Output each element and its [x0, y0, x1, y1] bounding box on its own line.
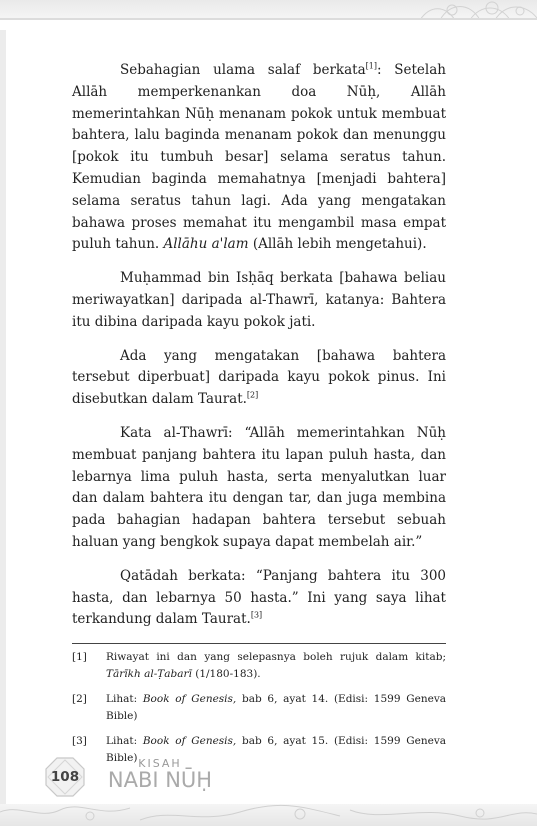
- paragraph-2-text: Muḥammad bin Isḥāq berkata [bahawa beliau meriwayatkan] daripada al-Thawrī, katanya: Bahtera itu dibina daripada kayu pokok jati.: [72, 270, 446, 330]
- body-text: [72, 60, 446, 643]
- book-title: NABI NŪḤ: [107, 768, 213, 792]
- footnote-3-number: [3]: [72, 735, 87, 747]
- footnote-3-tail: bab 6, ayat 15. (Edisi: 1599 Geneva Bible): [106, 735, 447, 764]
- footnote-divider: [72, 643, 446, 644]
- footnote-ref-3[interactable]: [3]: [250, 610, 263, 620]
- footnote-2-text: [106, 691, 446, 725]
- paragraph-1-text: : Setelah Allāh memperkenankan doa Nūḥ, Allāh memerintahkan Nūḥ menanam pokok untuk membuat bahtera, lalu baginda menanam pokok dan menunggu [pokok itu tumbuh besar] selama seratus tahun. Kemudian baginda memahatnya [menjadi bahtera] selama seratus tahun lagi. Ada yang mengatakan bahawa proses memahat itu mengambil masa empat puluh tahun.: [72, 62, 446, 253]
- paragraph-5-text: Qatādah berkata: “Panjang bahtera itu 300 hasta, dan lebarnya 50 hasta.” Ini yang saya lihat terkandung dalam Taurat.: [72, 567, 446, 628]
- paragraph-3-text: Ada yang mengatakan [bahawa bahtera tersebut diperbuat] daripada kayu pokok pinus. Ini disebutkan dalam Taurat.: [72, 347, 446, 408]
- page-number-badge: [44, 756, 86, 798]
- paragraph-1-tail: (Allāh lebih mengetahui).: [248, 236, 427, 253]
- left-margin-bar: [0, 30, 6, 810]
- paragraph-1-italic: Allāhu a'lam: [163, 236, 249, 253]
- footnote-1-italic: Tārīkh al-Ṭabarī: [106, 668, 192, 680]
- footnote-2-italic: Book of Genesis,: [142, 693, 237, 705]
- top-ornament: [0, 0, 537, 20]
- paragraph-1: [72, 60, 446, 256]
- paragraph-4-text: Kata al-Thawrī: “Allāh memerintahkan Nūḥ membuat panjang bahtera itu lapan puluh hasta, dan lebarnya lima puluh hasta, serta menyalutkan luar dan dalam bahtera itu dengan tar, dan juga membina pada bahagian hadapan bahtera tersebut sebuah haluan yang bengkok supaya dapat membelah air.”: [72, 424, 446, 550]
- footnote-1-number: [1]: [72, 651, 87, 663]
- series-label: KISAH: [138, 757, 182, 770]
- footnote-3-body: Lihat:: [106, 735, 143, 747]
- bottom-ornament: [0, 804, 537, 826]
- paragraph-2: [72, 268, 446, 333]
- footnote-1: [72, 649, 446, 683]
- footnote-2: [72, 691, 446, 725]
- footnote-1-tail: (1/180-183).: [191, 668, 261, 680]
- paragraph-1-intro: Sebahagian ulama salaf berkata: [120, 62, 366, 78]
- footnote-2-number: [2]: [72, 693, 87, 705]
- footnote-ref-1[interactable]: [1]: [365, 61, 377, 71]
- paragraph-5: [72, 566, 446, 631]
- page-number: 108: [50, 769, 80, 785]
- footnote-2-body: Lihat:: [106, 693, 143, 705]
- footnote-2-tail: bab 6, ayat 14. (Edisi: 1599 Geneva Bible): [106, 693, 447, 722]
- paragraph-3: [72, 346, 446, 411]
- footnote-1-text: [106, 649, 446, 683]
- footnote-3-italic: Book of Genesis,: [142, 735, 237, 747]
- paragraph-4: [72, 423, 446, 554]
- footnote-1-body: Riwayat ini dan yang selepasnya boleh rujuk dalam kitab;: [106, 651, 446, 663]
- footnote-ref-2[interactable]: [2]: [246, 390, 259, 400]
